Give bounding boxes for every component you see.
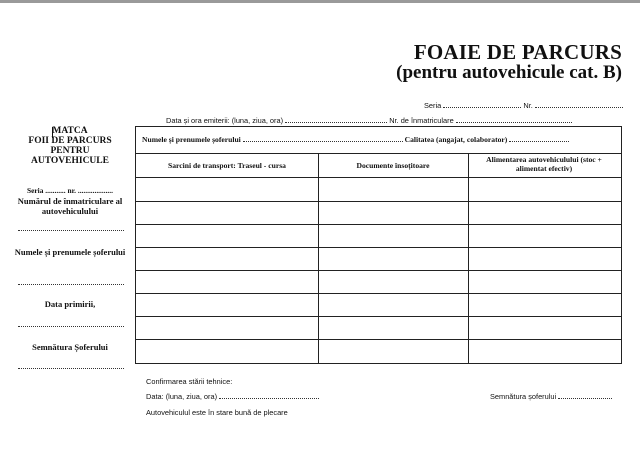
semnatura-label: Semnătura șoferului bbox=[490, 392, 557, 401]
stub-nume-line[interactable] bbox=[18, 284, 124, 285]
table-row[interactable] bbox=[136, 339, 621, 340]
footer-data-label: Data: (luna, ziua, ora) bbox=[146, 392, 218, 401]
stub-semnatura-line[interactable] bbox=[18, 368, 124, 369]
route-table bbox=[135, 126, 622, 364]
page-subtitle: (pentru autovehicule cat. B) bbox=[396, 62, 622, 83]
driver-label: Numele și prenumele șoferului bbox=[142, 135, 241, 144]
table-row[interactable] bbox=[136, 247, 621, 248]
nr-label: Nr. bbox=[523, 101, 533, 110]
table-rule bbox=[136, 153, 621, 154]
stub-title-1: MATCA bbox=[52, 126, 88, 136]
page-title: FOAIE DE PARCURS bbox=[413, 40, 622, 64]
stub-data-label: Data primirii, bbox=[44, 299, 96, 309]
driver-row[interactable] bbox=[142, 135, 569, 144]
table-row[interactable] bbox=[136, 316, 621, 317]
stub-data-line[interactable] bbox=[18, 326, 124, 327]
calitatea-label: Calitatea (angajat, colaborator) bbox=[404, 135, 508, 144]
table-rule bbox=[136, 177, 621, 178]
table-row[interactable] bbox=[136, 293, 621, 294]
emitere-field[interactable] bbox=[166, 116, 572, 125]
stub-inmatriculare-line[interactable] bbox=[18, 230, 124, 231]
top-border bbox=[0, 0, 640, 3]
stub-title-2: FOII DE PARCURS bbox=[28, 136, 112, 146]
table-row[interactable] bbox=[136, 224, 621, 225]
inmatriculare-label: Nr. de înmatriculare bbox=[389, 116, 454, 125]
stub-inmatriculare-label: Numărul de înmatriculare al autovehiculului bbox=[17, 196, 123, 216]
stub-title-3: PENTRU bbox=[50, 146, 90, 156]
stub-nume-label: Numele și prenumele șoferului bbox=[14, 247, 126, 257]
column-header-traseu: Sarcini de transport: Traseul - cursa bbox=[168, 161, 286, 170]
stub-title-4: AUTOVEHICULE bbox=[31, 156, 109, 166]
stub-semnatura-label: Semnătura Șoferului bbox=[32, 342, 108, 352]
confirmare-label: Confirmarea stării tehnice: bbox=[146, 377, 233, 386]
column-header-alimentare: Alimentarea autovehiculului (stoc + alimentat efectiv) bbox=[486, 155, 602, 173]
column-divider bbox=[318, 153, 319, 363]
table-row[interactable] bbox=[136, 201, 621, 202]
stare-label: Autovehiculul este în stare bună de plecare bbox=[146, 408, 288, 417]
column-divider bbox=[468, 153, 469, 363]
table-row[interactable] bbox=[136, 270, 621, 271]
footer-data-field[interactable] bbox=[146, 392, 319, 401]
stub-seria[interactable]: Seria ........... nr. ................... bbox=[27, 186, 113, 195]
semnatura-field[interactable] bbox=[490, 392, 612, 401]
emitere-label: Data și ora emiterii: (luna, ziua, ora) bbox=[166, 116, 284, 125]
seria-field[interactable] bbox=[424, 101, 623, 110]
column-header-documente: Documente însoțitoare bbox=[356, 161, 430, 170]
stub-header bbox=[10, 126, 130, 166]
seria-label: Seria bbox=[424, 101, 442, 110]
